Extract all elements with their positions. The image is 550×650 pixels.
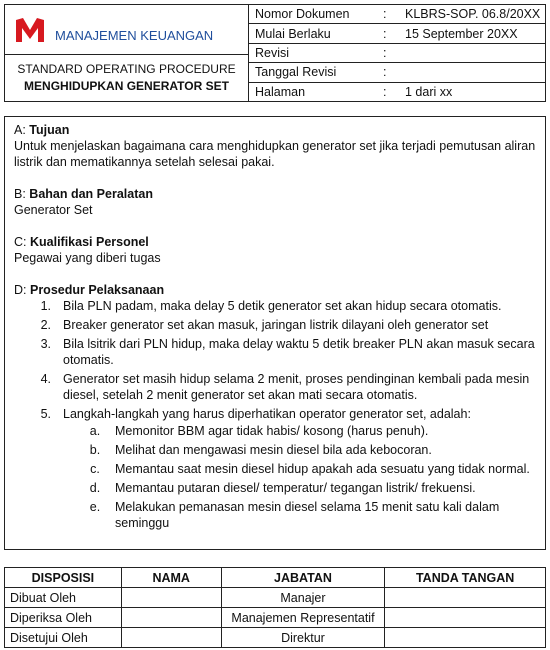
step-text: Bila PLN padam, maka delay 5 detik generator set akan hidup secara otomatis. (63, 299, 502, 313)
nama-cell (121, 628, 221, 648)
tanda-tangan-cell (385, 628, 546, 648)
meta-row-mulai-berlaku (249, 24, 545, 43)
disposisi-cell: Dibuat Oleh (5, 588, 122, 608)
tanda-tangan-cell (385, 588, 546, 608)
meta-row-nomor-dokumen (249, 5, 545, 24)
section-title: Prosedur Pelaksanaan (29, 283, 165, 297)
document-title (5, 55, 248, 101)
step-text: Langkah-langkah yang harus diperhatikan operator generator set, adalah: (63, 407, 471, 421)
table-row (5, 608, 546, 628)
section-text: Untuk menjelaskan bagaimana cara menghidupkan generator set jika terjadi pemutusan aliran listrik dan mematikannya setelah selesai pakai. (14, 139, 536, 169)
meta-label: Mulai Berlaku (255, 26, 331, 41)
section-bahan (14, 186, 536, 218)
table-header-row (5, 568, 546, 588)
meta-colon: : (383, 26, 387, 41)
table-row (5, 588, 546, 608)
substep-text: Memantau saat mesin diesel hidup apakah ada sesuatu yang tidak normal. (115, 462, 530, 476)
nama-cell (121, 588, 221, 608)
disposisi-cell: Diperiksa Oleh (5, 608, 122, 628)
substep (63, 442, 536, 458)
disposition-table (4, 567, 546, 648)
meta-value: 1 dari xx (405, 84, 453, 99)
section-prefix: B: (14, 187, 30, 201)
step-text: Bila lsitrik dari PLN hidup, maka delay waktu 5 detik breaker PLN akan masuk secara otomatis. (63, 337, 535, 367)
step-number: 5. (40, 407, 51, 421)
section-text: Pegawai yang diberi tugas (14, 251, 161, 265)
step-number: 1. (40, 299, 51, 313)
substep-letter: e. (89, 500, 101, 514)
jabatan-cell: Manajemen Representatif (221, 608, 385, 628)
column-header-jabatan: JABATAN (221, 568, 385, 588)
jabatan-cell: Direktur (221, 628, 385, 648)
meta-row-revisi (249, 44, 545, 63)
section-kualifikasi (14, 234, 536, 266)
section-tujuan (14, 122, 536, 170)
substep (63, 499, 536, 531)
meta-row-halaman (249, 83, 545, 101)
substep-text: Melihat dan mengawasi mesin diesel bila ada kebocoran. (115, 443, 432, 457)
section-heading (14, 186, 536, 202)
company-logo-icon (15, 17, 45, 43)
step-number: 2. (40, 318, 51, 332)
substep-letter: c. (90, 462, 100, 476)
step-text-container (63, 406, 536, 534)
company-name: MANAJEMEN KEUANGAN (55, 28, 214, 43)
substep-text: Melakukan pemanasan mesin diesel selama 15 menit satu kali dalam seminggu (115, 500, 500, 530)
meta-label: Revisi (255, 46, 290, 61)
substep (63, 423, 536, 439)
substep-letter: b. (89, 443, 101, 457)
substep (63, 461, 536, 477)
section-heading (14, 122, 536, 138)
step-text: Generator set masih hidup selama 2 menit, proses pendinginan kembali pada mesin diesel, setelah 2 menit generator set akan mati secara otomatis. (63, 372, 530, 402)
table-row (5, 628, 546, 648)
procedure-step (14, 317, 536, 333)
section-prefix: A: (14, 123, 30, 137)
procedure-step (14, 298, 536, 314)
section-title: Kualifikasi Personel (29, 235, 149, 249)
section-heading (14, 282, 536, 298)
column-header-tanda-tangan: TANDA TANGAN (385, 568, 546, 588)
section-prefix: D: (14, 283, 30, 297)
nama-cell (121, 608, 221, 628)
sop-title: STANDARD OPERATING PROCEDURE (17, 62, 236, 76)
logo-cell (5, 5, 248, 55)
meta-colon: : (383, 7, 387, 22)
meta-label: Tanggal Revisi (255, 65, 337, 80)
section-heading (14, 234, 536, 250)
section-text: Generator Set (14, 203, 93, 217)
procedure-step (14, 371, 536, 403)
procedure-list (14, 298, 536, 534)
section-prefix: C: (14, 235, 30, 249)
sop-content (4, 116, 546, 550)
substep-text: Memantau putaran diesel/ temperatur/ tegangan listrik/ frekuensi. (115, 481, 476, 495)
column-header-nama: NAMA (121, 568, 221, 588)
meta-label: Halaman (255, 84, 306, 99)
meta-row-tanggal-revisi (249, 63, 545, 82)
substep-letter: d. (89, 481, 101, 495)
substep-text: Memonitor BBM agar tidak habis/ kosong (harus penuh). (115, 424, 429, 438)
section-prosedur (14, 282, 536, 534)
meta-value: 15 September 20XX (405, 26, 518, 41)
document-header (4, 4, 546, 102)
meta-label: Nomor Dokumen (255, 7, 350, 22)
meta-colon: : (383, 84, 387, 99)
meta-colon: : (383, 46, 387, 61)
procedure-step (14, 336, 536, 368)
step-text: Breaker generator set akan masuk, jaringan listrik dilayani oleh generator set (63, 318, 489, 332)
substep-letter: a. (89, 424, 101, 438)
tanda-tangan-cell (385, 608, 546, 628)
column-header-disposisi: DISPOSISI (5, 568, 122, 588)
meta-value: KLBRS-SOP. 06.8/20XX (405, 7, 541, 22)
document-meta (249, 5, 545, 101)
substep (63, 480, 536, 496)
procedure-step (14, 406, 536, 534)
step-number: 4. (40, 372, 51, 386)
step-number: 3. (40, 337, 51, 351)
sop-subtitle: MENGHIDUPKAN GENERATOR SET (24, 79, 229, 93)
header-left (5, 5, 249, 101)
section-title: Bahan dan Peralatan (29, 187, 153, 201)
substep-list (63, 423, 536, 531)
disposisi-cell: Disetujui Oleh (5, 628, 122, 648)
meta-colon: : (383, 65, 387, 80)
jabatan-cell: Manajer (221, 588, 385, 608)
section-title: Tujuan (29, 123, 70, 137)
